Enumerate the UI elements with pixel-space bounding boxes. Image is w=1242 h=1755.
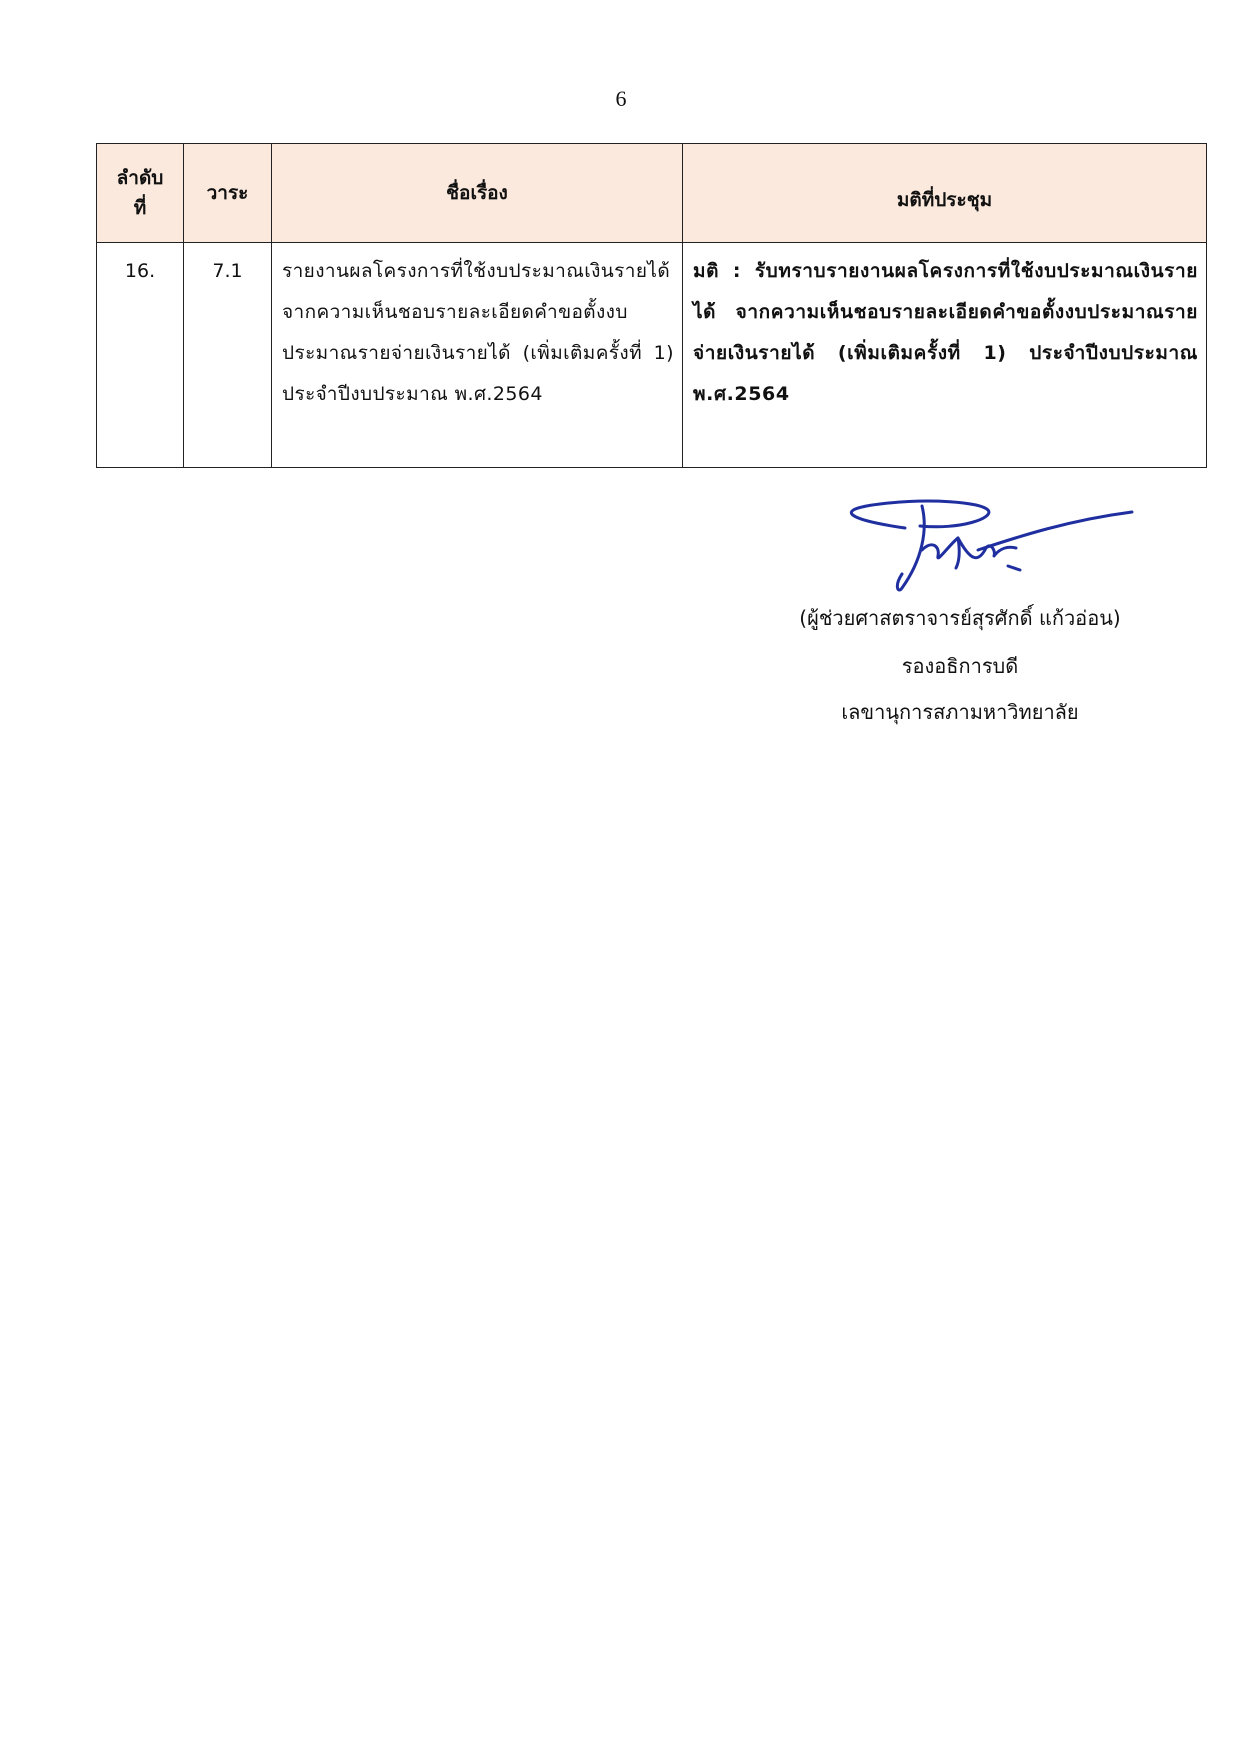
cell-seq: 16. <box>97 243 184 468</box>
signer-position: รองอธิการบดี <box>901 654 1019 678</box>
signer-role: เลขานุการสภามหาวิทยาลัย <box>841 700 1079 724</box>
minutes-table <box>96 143 1207 468</box>
header-seq <box>97 144 184 243</box>
cell-agenda: 7.1 <box>184 243 272 468</box>
table-row <box>97 243 1207 468</box>
table-header-row <box>97 144 1207 243</box>
cell-resolution: มติ : รับทราบรายงานผลโครงการที่ใช้งบประมาณเงินรายได้ จากความเห็นชอบรายละเอียดคำขอตั้งงบประมาณรายจ่ายเงินรายได้ (เพิ่มเติมครั้งที่ 1) ประจำปีงบประมาณ พ.ศ.2564 <box>683 243 1207 468</box>
header-seq-line1: ลำดับ <box>116 167 164 189</box>
header-subject: ชื่อเรื่อง <box>272 144 683 243</box>
handwritten-signature <box>810 490 1140 600</box>
signer-name: (ผู้ช่วยศาสตราจารย์สุรศักดิ์ แก้วอ่อน) <box>799 606 1121 630</box>
header-agenda: วาระ <box>184 144 272 243</box>
header-seq-line2: ที่ <box>133 197 147 219</box>
header-resolution: มติที่ประชุม <box>683 144 1207 243</box>
cell-subject: รายงานผลโครงการที่ใช้งบประมาณเงินรายได้ จากความเห็นชอบรายละเอียดคำขอตั้งงบประมาณรายจ่ายเงินรายได้ (เพิ่มเติมครั้งที่ 1) ประจำปีงบประมาณ พ.ศ.2564 <box>272 243 683 468</box>
page-number: 6 <box>615 86 627 111</box>
